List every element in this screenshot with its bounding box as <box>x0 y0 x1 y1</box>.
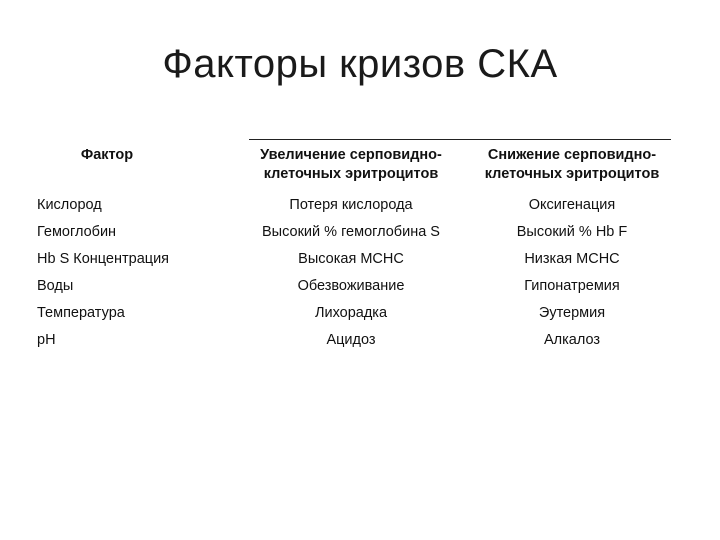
cell-decrease: Гипонатремия <box>524 278 620 294</box>
cell-decrease: Высокий % Hb F <box>516 224 628 240</box>
header-decrease: Снижение серповидно-клеточных эритроцитов <box>484 147 660 182</box>
table-header <box>32 143 680 192</box>
header-factor: Фактор <box>80 147 134 163</box>
header-increase: Увеличение серповидно-клеточных эритроцитов <box>260 147 442 182</box>
cell-decrease: Эутермия <box>538 305 606 321</box>
cell-increase: Лихорадка <box>314 305 388 321</box>
cell-increase: Высокий % гемоглобина S <box>262 224 440 240</box>
table-row <box>32 219 680 246</box>
table-row <box>32 273 680 300</box>
cell-factor: Кислород <box>37 197 102 213</box>
table-top-rule <box>249 139 671 140</box>
table-body <box>32 192 680 354</box>
cell-increase: Потеря кислорода <box>289 197 413 213</box>
cell-factor: Гемоглобин <box>37 224 117 240</box>
table-row <box>32 192 680 219</box>
cell-decrease: Оксигенация <box>528 197 616 213</box>
cell-increase: Обезвоживание <box>297 278 405 294</box>
table-row <box>32 246 680 273</box>
cell-increase: Высокая MCHC <box>298 251 404 267</box>
factors-table <box>32 143 680 354</box>
cell-decrease: Алкалоз <box>543 332 601 348</box>
table-row <box>32 327 680 354</box>
cell-factor: Hb S Концентрация <box>37 251 170 267</box>
header-row <box>32 143 680 192</box>
cell-increase: Ацидоз <box>326 332 376 348</box>
cell-factor: Температура <box>37 305 125 321</box>
slide-title: Факторы кризов СКА <box>162 42 558 86</box>
cell-decrease: Низкая MCHC <box>524 251 620 267</box>
cell-factor: Воды <box>37 278 74 294</box>
cell-factor: pH <box>37 332 56 348</box>
table-row <box>32 300 680 327</box>
